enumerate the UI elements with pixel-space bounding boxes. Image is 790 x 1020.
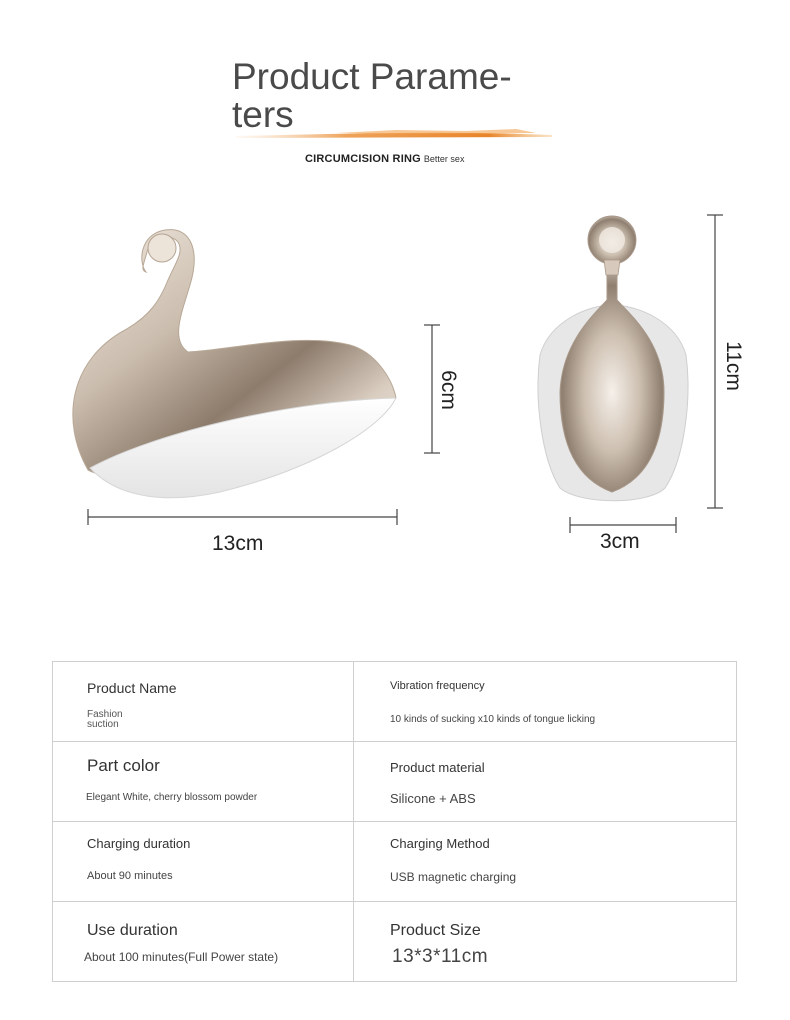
use-duration-label: Use duration — [87, 922, 178, 939]
charging-duration-cell — [53, 822, 354, 902]
product-name-value: Fashion suction — [87, 709, 123, 730]
table-row — [53, 822, 737, 902]
page-title-text: Product Parame-ters — [232, 56, 512, 135]
table-row — [53, 902, 737, 982]
product-name-label: Product Name — [87, 680, 177, 696]
width-dimension-13cm — [88, 509, 397, 525]
tagline: Better sex — [423, 154, 465, 164]
product-size-value: 13*3*11cm — [392, 946, 489, 967]
vibration-label: Vibration frequency — [390, 680, 485, 692]
part-color-label: Part color — [87, 756, 160, 775]
front-height-label: 11cm — [721, 341, 745, 391]
brand-name: CIRCUMCISION RING — [305, 153, 421, 165]
product-size-label: Product Size — [390, 922, 481, 939]
table-row — [53, 662, 737, 742]
front-view-product — [538, 216, 688, 501]
product-name-cell — [53, 662, 354, 742]
table-row — [53, 742, 737, 822]
charging-method-label: Charging Method — [390, 836, 490, 851]
product-size-cell — [354, 902, 737, 982]
side-height-label: 6cm — [436, 370, 460, 410]
side-width-label: 13cm — [212, 532, 264, 555]
charging-duration-value: About 90 minutes — [87, 870, 173, 882]
charging-duration-label: Charging duration — [87, 836, 191, 851]
charging-method-cell — [354, 822, 737, 902]
side-view-product — [73, 230, 396, 498]
vibration-cell — [354, 662, 737, 742]
charging-method-value: USB magnetic charging — [390, 870, 517, 884]
material-value: Silicone + ABS — [390, 791, 476, 806]
use-duration-value: About 100 minutes(Full Power state) — [84, 950, 279, 964]
material-cell — [354, 742, 737, 822]
front-width-label: 3cm — [600, 530, 640, 553]
part-color-cell — [53, 742, 354, 822]
vibration-value: 10 kinds of sucking x10 kinds of tongue licking — [390, 714, 596, 725]
material-label: Product material — [390, 760, 485, 775]
use-duration-cell — [53, 902, 354, 982]
parameters-table — [52, 661, 737, 982]
part-color-value: Elegant White, cherry blossom powder — [86, 792, 258, 803]
